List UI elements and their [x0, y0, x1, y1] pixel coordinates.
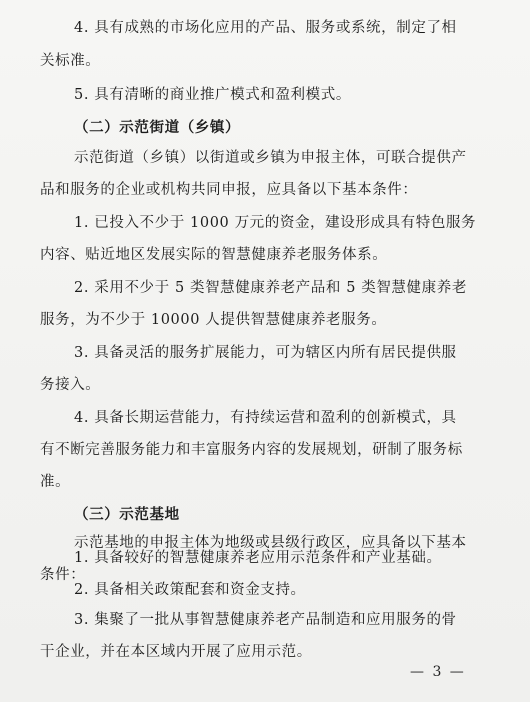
section-3-intro-line-1: 示范基地的申报主体为地级或县级行政区，应具备以下基本: [74, 535, 467, 551]
section-2-item-1-line-2: 内容、贴近地区发展实际的智慧健康养老服务体系。: [40, 247, 388, 263]
section-2-intro-line-1: 示范街道（乡镇）以街道或乡镇为申报主体，可联合提供产: [74, 150, 467, 166]
section-2-item-1-line-1: 1. 已投入不少于 1000 万元的资金，建设形成具有特色服务: [74, 215, 477, 231]
section-2-item-4-line-2: 有不断完善服务能力和丰富服务内容的发展规划，研制了服务标: [40, 442, 463, 458]
item-4-line-2: 关标准。: [40, 53, 101, 69]
section-2-item-2-line-2: 服务，为不少于 10000 人提供智慧健康养老服务。: [40, 312, 387, 328]
section-2-heading: （二）示范街道（乡镇）: [74, 119, 241, 136]
section-2-item-3-line-2: 务接入。: [40, 377, 101, 393]
section-3-item-2: 2. 具备相关政策配套和资金支持。: [74, 582, 306, 598]
section-2-item-4-line-1: 4. 具备长期运营能力，有持续运营和盈利的创新模式，具: [74, 410, 457, 426]
section-3-item-3-line-1: 3. 集聚了一批从事智慧健康养老产品制造和应用服务的骨: [74, 612, 457, 628]
section-3-item-1: 1. 具备较好的智慧健康养老应用示范条件和产业基础。: [74, 550, 442, 566]
item-4-line-1: 4. 具有成熟的市场化应用的产品、服务或系统，制定了相: [74, 20, 457, 36]
section-2-item-3-line-1: 3. 具备灵活的服务扩展能力，可为辖区内所有居民提供服: [74, 345, 457, 361]
section-3-intro-line-2: 条件：: [40, 567, 86, 583]
section-2-item-4-line-3: 准。: [40, 474, 71, 490]
section-2-intro-line-2: 品和服务的企业或机构共同申报，应具备以下基本条件：: [40, 182, 418, 198]
section-3-item-3-line-2: 干企业，并在本区域内开展了应用示范。: [40, 644, 312, 660]
page-number: — 3 —: [410, 664, 466, 680]
section-3-heading: （三）示范基地: [74, 506, 180, 523]
item-5: 5. 具有清晰的商业推广模式和盈利模式。: [74, 87, 351, 103]
section-2-item-2-line-1: 2. 采用不少于 5 类智慧健康养老产品和 5 类智慧健康养老: [74, 280, 467, 296]
